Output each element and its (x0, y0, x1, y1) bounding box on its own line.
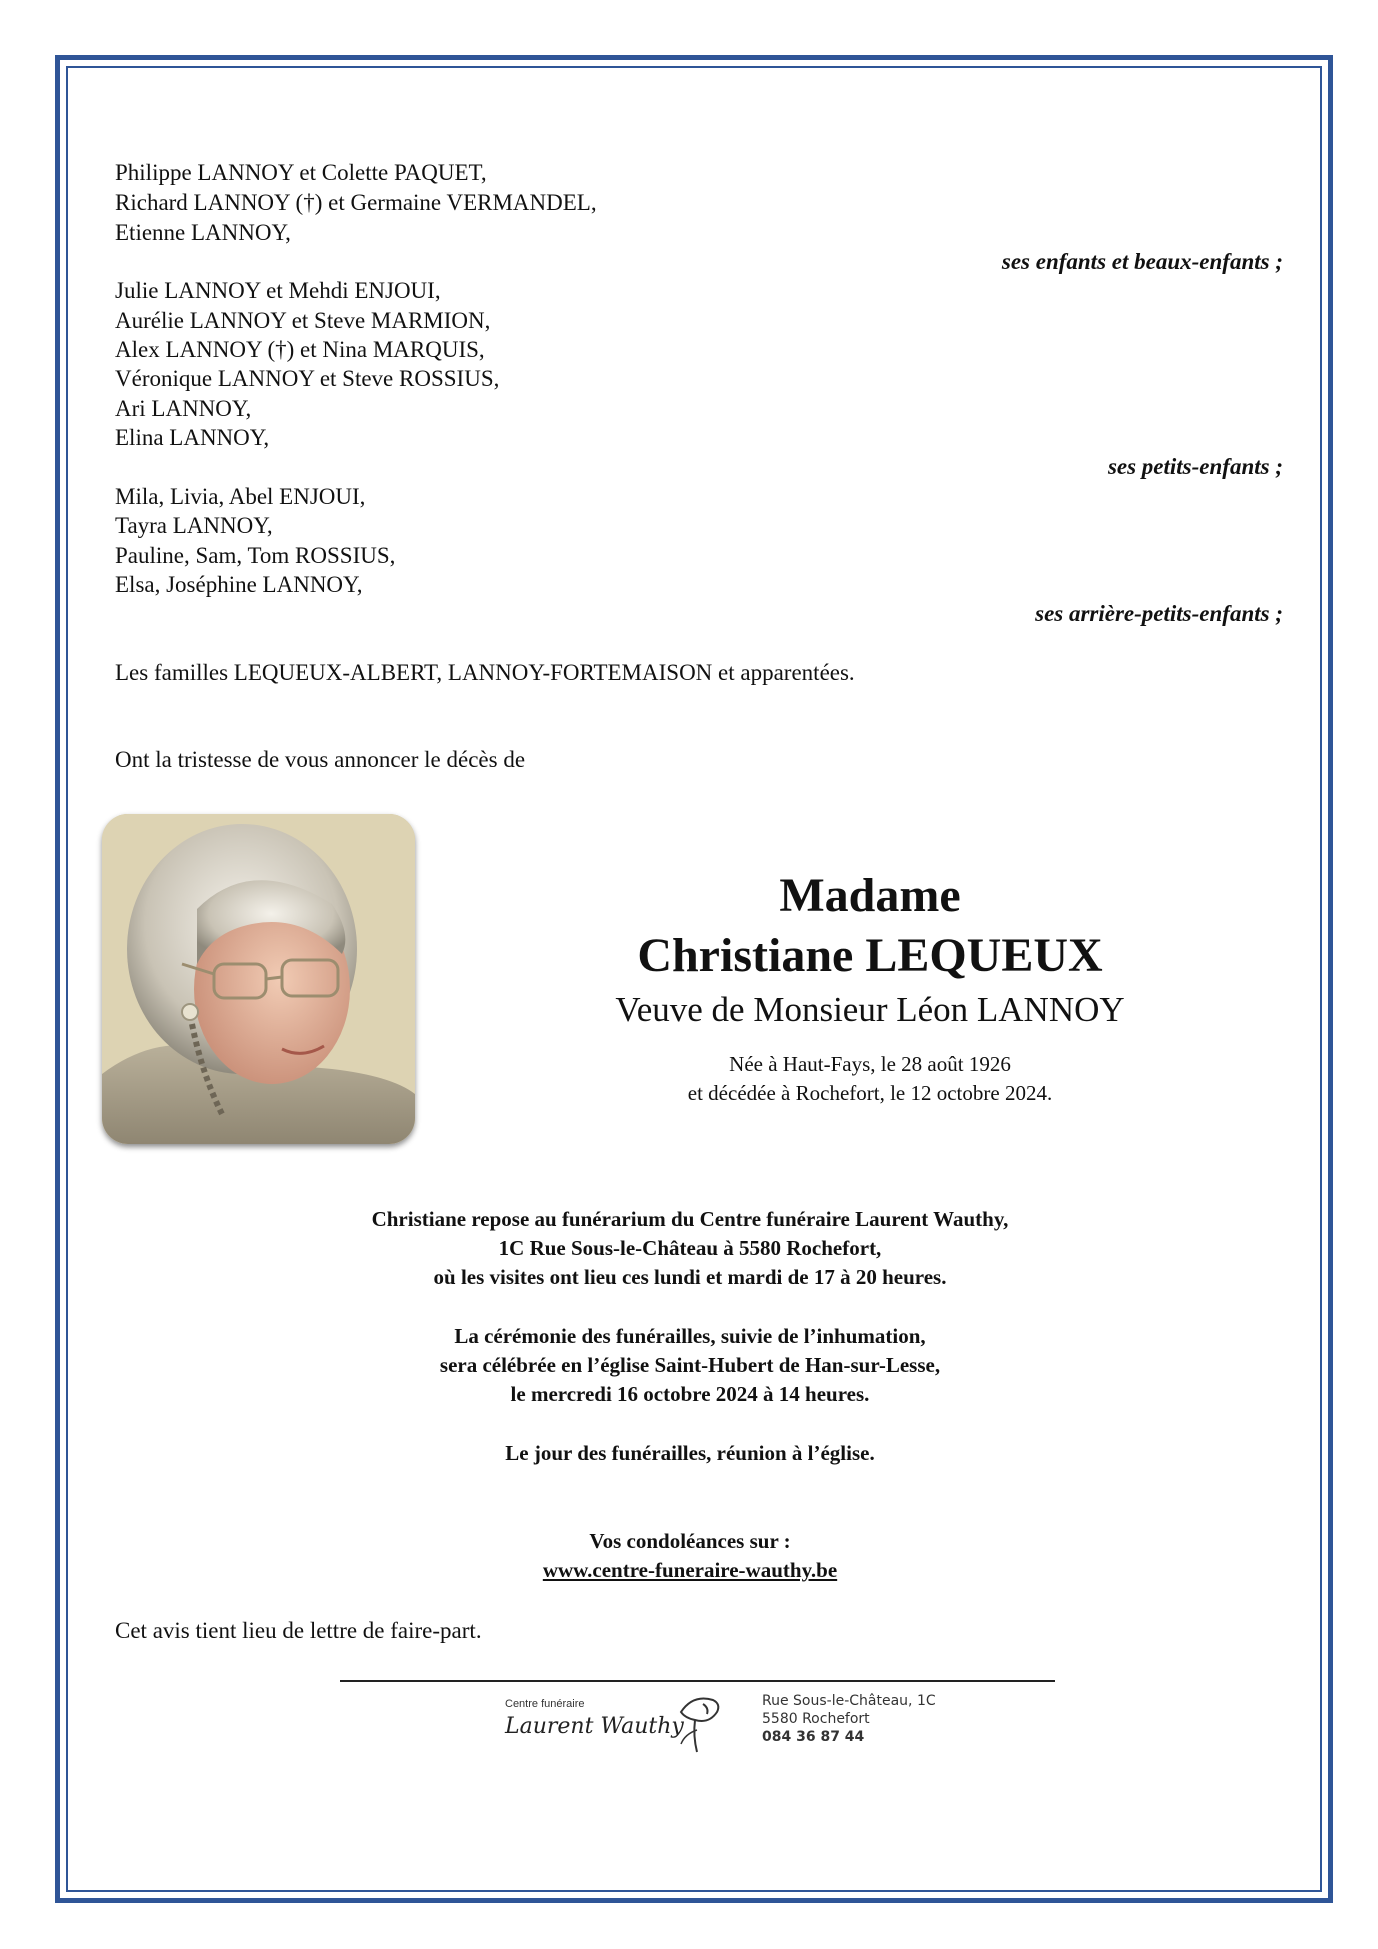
families-line: Les familles LEQUEUX-ALBERT, LANNOY-FORTEMAISON et apparentées. (115, 660, 855, 685)
family-line: Richard LANNOY (†) et Germaine VERMANDEL, (115, 190, 597, 215)
calla-lily-icon (673, 1690, 723, 1754)
address-line-2: 5580 Rochefort (762, 1711, 870, 1727)
great-grandchildren-label: ses arrière-petits-enfants ; (1035, 601, 1283, 626)
visitation-block (140, 1205, 1240, 1292)
grandchildren-label: ses petits-enfants ; (1107, 454, 1283, 479)
condolences-link[interactable]: www.centre-funeraire-wauthy.be (542, 1558, 838, 1582)
family-line: Ari LANNOY, (115, 396, 252, 421)
address-line-1: Rue Sous-le-Château, 1C (762, 1693, 936, 1709)
family-line: Alex LANNOY (†) et Nina MARQUIS, (115, 337, 485, 362)
condolences-block (140, 1527, 1240, 1585)
condolences-label: Vos condoléances sur : (589, 1529, 791, 1553)
family-line: Tayra LANNOY, (115, 513, 273, 538)
deceased-name: Christiane LEQUEUX (637, 929, 1103, 982)
birth-text: Née à Haut-Fays, le 28 août 1926 (729, 1052, 1011, 1076)
family-line: Elsa, Joséphine LANNOY, (115, 572, 363, 597)
family-line: Aurélie LANNOY et Steve MARMION, (115, 308, 491, 333)
life-dates (520, 1050, 1220, 1108)
family-line: Elina LANNOY, (115, 425, 270, 450)
children-label: ses enfants et beaux-enfants ; (1001, 249, 1283, 274)
portrait-photo (102, 814, 415, 1144)
visitation-line: Christiane repose au funérarium du Centre funéraire Laurent Wauthy, (371, 1207, 1009, 1231)
visitation-line: 1C Rue Sous-le-Château à 5580 Rochefort, (498, 1236, 882, 1260)
meeting-text: Le jour des funérailles, réunion à l’église. (505, 1441, 875, 1465)
logo-script-text: Laurent Wauthy (505, 1714, 684, 1739)
footer-address (762, 1692, 936, 1746)
family-line: Pauline, Sam, Tom ROSSIUS, (115, 543, 396, 568)
notice-text: Cet avis tient lieu de lettre de faire-part. (115, 1618, 482, 1643)
announcement-text: Ont la tristesse de vous annoncer le décès de (115, 747, 526, 772)
ceremony-line: La cérémonie des funérailles, suivie de l’inhumation, (454, 1324, 926, 1348)
ceremony-block (140, 1322, 1240, 1409)
portrait-illustration (102, 814, 415, 1144)
deceased-title: Madame (779, 869, 961, 922)
ceremony-line: le mercredi 16 octobre 2024 à 14 heures. (510, 1382, 870, 1406)
ceremony-line: sera célébrée en l’église Saint-Hubert de Han-sur-Lesse, (439, 1353, 941, 1377)
family-line: Julie LANNOY et Mehdi ENJOUI, (115, 278, 441, 303)
family-line: Véronique LANNOY et Steve ROSSIUS, (115, 366, 500, 391)
family-line: Mila, Livia, Abel ENJOUI, (115, 484, 366, 509)
funeral-home-logo (505, 1690, 936, 1760)
visitation-line: où les visites ont lieu ces lundi et mardi de 17 à 20 heures. (433, 1265, 947, 1289)
family-line: Philippe LANNOY et Colette PAQUET, (115, 160, 487, 185)
phone-number: 084 36 87 44 (762, 1729, 865, 1745)
logo-small-text: Centre funéraire (505, 1698, 585, 1710)
footer-separator (340, 1680, 1055, 1682)
widow-of-text: Veuve de Monsieur Léon LANNOY (615, 990, 1125, 1029)
family-line: Etienne LANNOY, (115, 220, 291, 245)
death-text: et décédée à Rochefort, le 12 octobre 2024. (687, 1081, 1053, 1105)
